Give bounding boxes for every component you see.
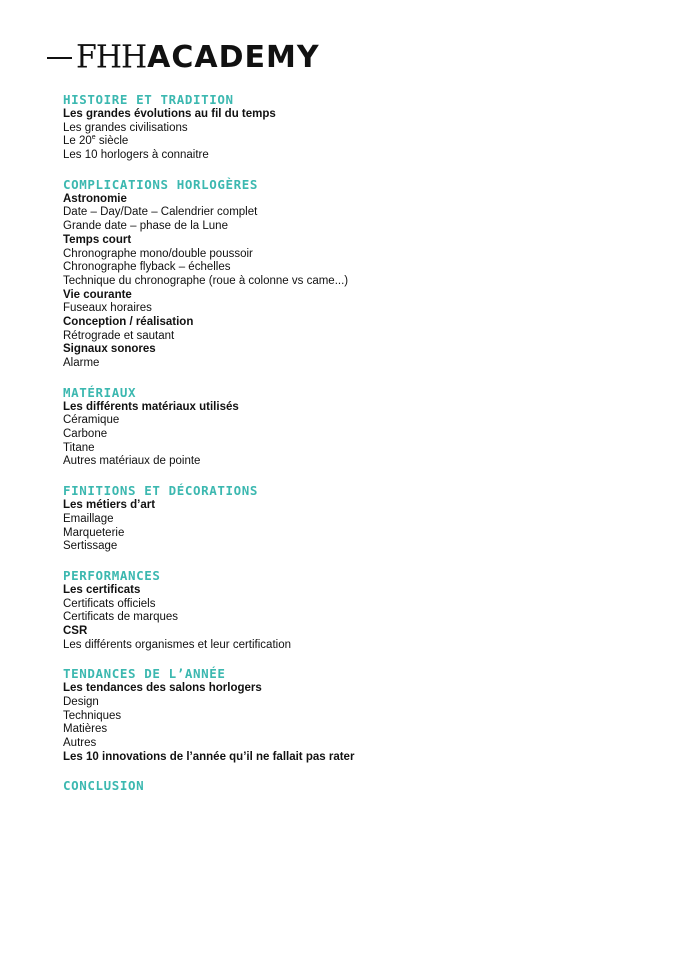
topic-item: Certificats officiels [63,597,156,610]
section-title: COMPLICATIONS HORLOGÈRES [63,176,259,192]
subheading: Les différents matériaux utilisés [63,400,239,413]
section-title: HISTOIRE ET TRADITION [63,92,234,107]
topic-item: Grande date – phase de la Lune [63,220,228,233]
topic-item: Les différents organismes et leur certification [63,638,291,651]
topic-item: Certificats de marques [63,611,179,624]
topic-item: Les 10 horlogers à connaitre [63,149,209,162]
topic-item: Techniques [63,709,122,722]
topic-item: Matières [63,723,108,736]
subheading: Les grandes évolutions au fil du temps [63,108,276,120]
topic-item: Les grandes civilisations [63,121,188,134]
section [63,568,663,652]
section-title: TENDANCES DE L’ANNÉE [63,666,226,682]
topic-item: Design [63,696,99,708]
logo-fhh: FHH [76,39,147,76]
subheading: Conception / réalisation [63,315,194,328]
topic-item: Carbone [63,428,108,441]
topic-item: Fuseaux horaires [63,302,152,315]
section-title: FINITIONS ET DÉCORATIONS [63,483,259,499]
subheading: CSR [63,624,88,637]
subheading: Vie courante [63,288,132,301]
topic-item: Céramique [63,414,120,427]
logo-academy: ACADEMY [147,40,320,75]
subheading: Les certificats [63,583,141,596]
section-title: CONCLUSION [63,778,145,794]
topic-item: Sertissage [63,540,118,553]
topic-item: Chronographe flyback – échelles [63,261,231,274]
subheading: Les tendances des salons horlogers [63,682,262,695]
program-outline [63,92,663,808]
section-title: MATÉRIAUX [63,384,137,400]
subheading: Les 10 innovations de l’année qu’il ne fallait pas rater [63,750,355,763]
logo-dash [47,57,72,59]
fhh-academy-logo [47,40,320,76]
topic-item: Emaillage [63,512,114,525]
section [63,92,663,163]
topic-item: Autres matériaux de pointe [63,455,201,468]
section [63,483,663,554]
section [63,778,663,794]
subheading: Temps court [63,233,132,246]
topic-item: Autres [63,737,97,750]
topic-item: Alarme [63,357,100,369]
section-title: PERFORMANCES [63,567,161,583]
topic-item: Technique du chronographe (roue à colonne vs came...) [63,274,349,287]
topic-item: Le 20e siècle [63,134,129,148]
topic-item: Date – Day/Date – Calendrier complet [63,206,258,219]
subheading: Les métiers d’art [63,499,156,512]
topic-item: Marqueterie [63,526,125,539]
topic-item: Titane [63,441,95,454]
subheading: Signaux sonores [63,343,156,356]
subheading: Astronomie [63,192,127,205]
section [63,385,663,469]
topic-item: Rétrograde et sautant [63,329,175,342]
topic-item: Chronographe mono/double poussoir [63,247,253,260]
section [63,177,663,371]
section [63,666,663,764]
